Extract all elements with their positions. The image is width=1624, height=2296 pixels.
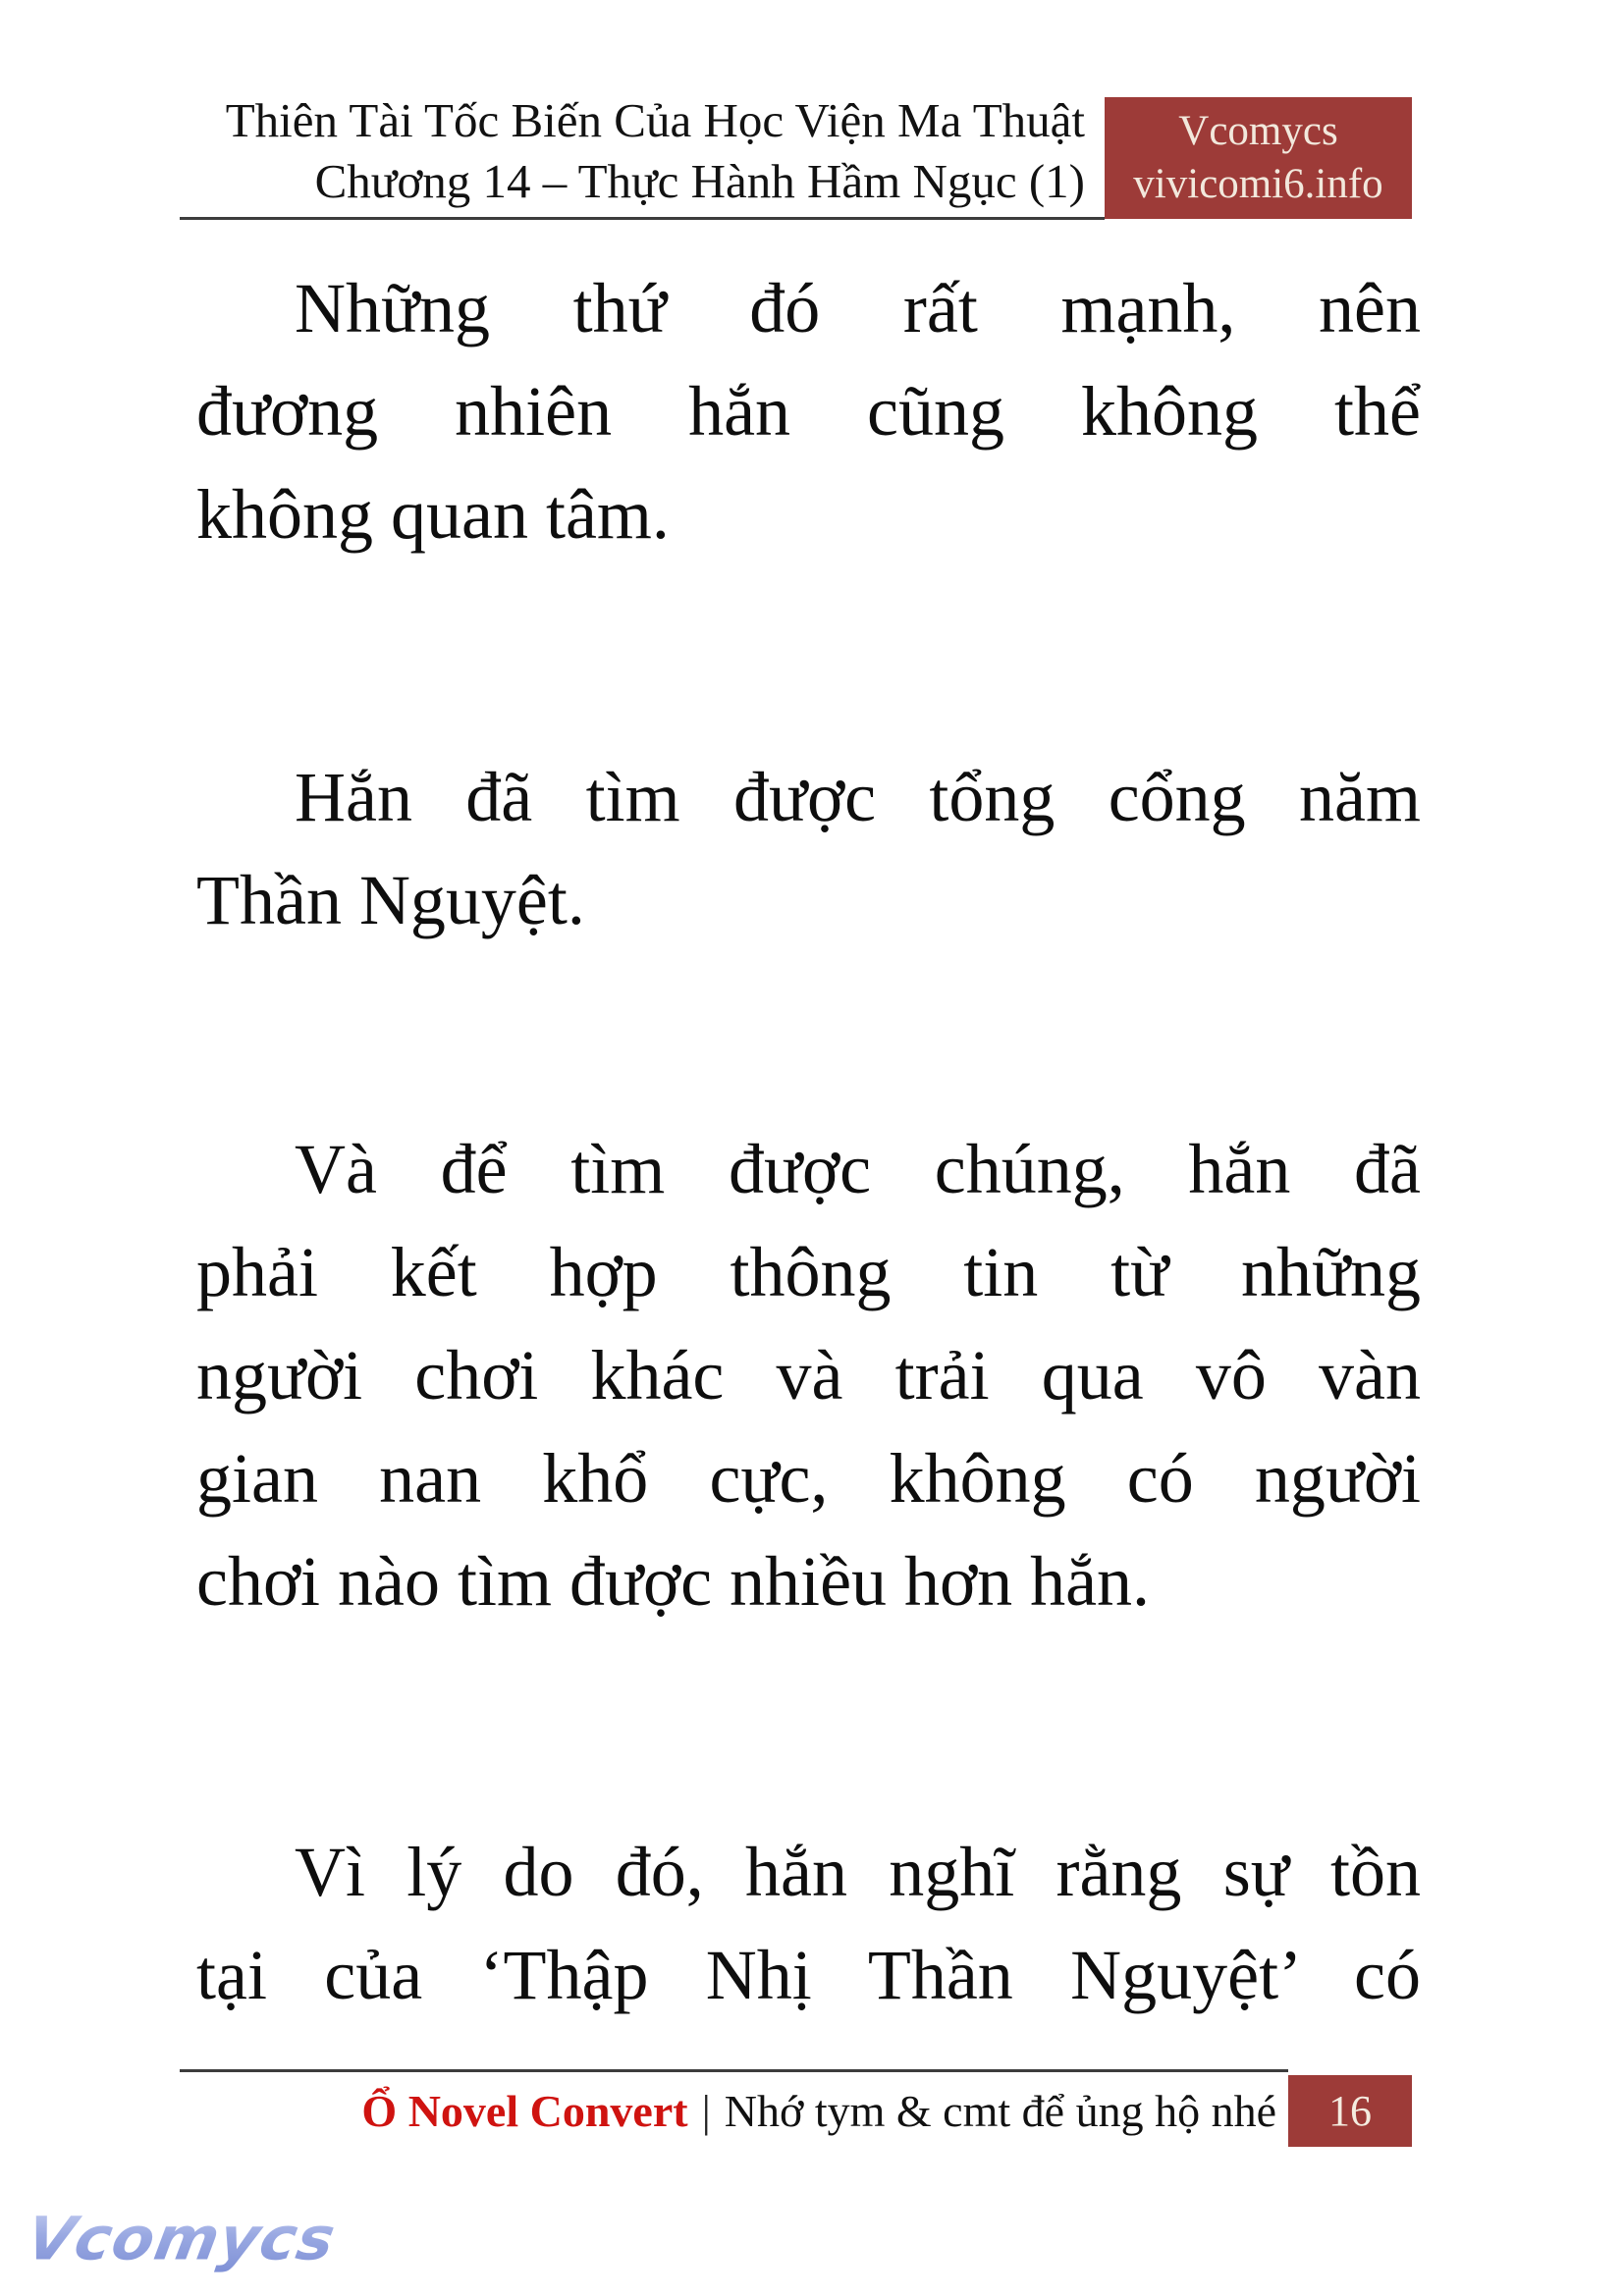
footer-separator: | [701, 2086, 711, 2136]
body-text [196, 257, 1421, 2027]
header-rule [180, 217, 1105, 220]
book-title: Thiên Tài Tốc Biến Của Học Viện Ma Thuật [225, 93, 1085, 147]
paragraph-line: đương nhiên hắn cũng không thể [196, 372, 1421, 451]
paragraph-line: phải kết hợp thông tin từ những [196, 1233, 1421, 1311]
converter-name: Ổ Novel Convert [361, 2086, 688, 2136]
paragraph [196, 1118, 1421, 1633]
page-number-badge [1288, 2075, 1412, 2147]
paragraph-line: không quan tâm. [196, 475, 670, 554]
paragraph [196, 746, 1421, 952]
paragraph-line: Vì lý do đó, hắn nghĩ rằng sự tồn [295, 1833, 1421, 1911]
site-name: Vcomycs [1178, 108, 1338, 154]
site-badge [1105, 97, 1412, 219]
paragraph-line: người chơi khác và trải qua vô vàn [196, 1336, 1421, 1415]
page-number: 16 [1328, 2087, 1372, 2135]
paragraph-line: tại của ‘Thập Nhị Thần Nguyệt’ có [196, 1936, 1421, 2014]
paragraph [196, 257, 1421, 566]
paragraph-line: chơi nào tìm được nhiều hơn hắn. [196, 1542, 1151, 1621]
vcomycs-watermark: Vcomycs [21, 2203, 342, 2274]
paragraph-line: Những thứ đó rất mạnh, nên [295, 269, 1421, 347]
footer-note: Nhớ tym & cmt để ủng hộ nhé [724, 2086, 1276, 2136]
paragraph-line: gian nan khổ cực, không có người [196, 1439, 1421, 1518]
paragraph-line: Hắn đã tìm được tổng cổng năm [295, 758, 1421, 836]
paragraph-line: Thần Nguyệt. [196, 861, 585, 939]
paragraph [196, 1821, 1421, 2027]
footer-credit [361, 2082, 1276, 2141]
paragraph-line: Và để tìm được chúng, hắn đã [295, 1130, 1421, 1208]
site-url: vivicomi6.info [1133, 161, 1383, 207]
footer-rule [180, 2069, 1288, 2072]
chapter-header [226, 90, 1085, 212]
chapter-title: Chương 14 – Thực Hành Hầm Ngục (1) [314, 154, 1085, 208]
